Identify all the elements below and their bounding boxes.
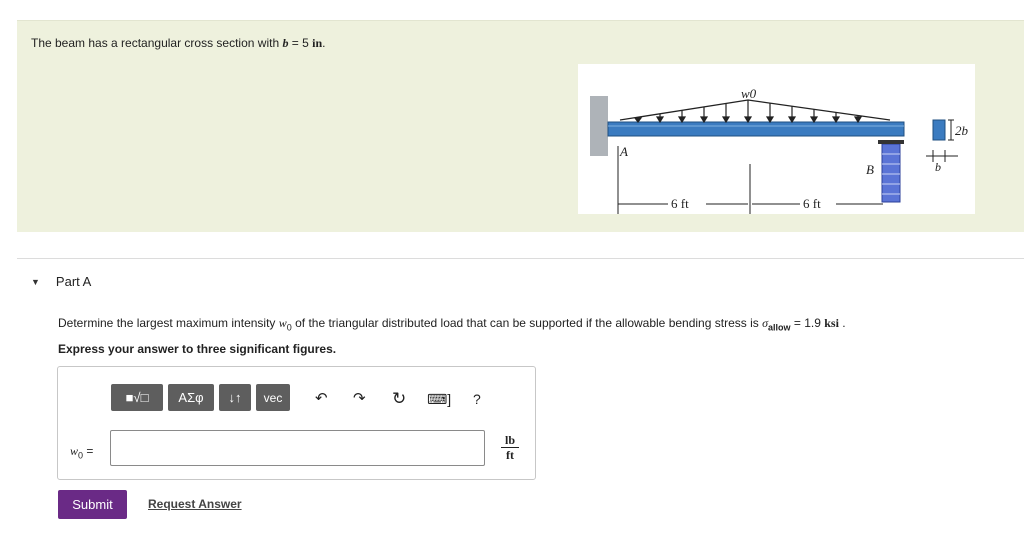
beam-diagram [578, 64, 975, 214]
keyboard-icon[interactable]: ⌨] [427, 391, 452, 407]
roller-support-b [882, 144, 900, 202]
var-sigma: σ [762, 316, 768, 330]
redo-icon[interactable]: ↷ [353, 390, 366, 407]
load-label: w0 [741, 86, 757, 101]
support-cap [878, 140, 904, 144]
beam-figure [578, 64, 975, 214]
section-width-label: b [935, 160, 941, 174]
submit-button[interactable]: Submit [58, 490, 127, 519]
section-height-label: 2b [955, 123, 968, 138]
undo-icon[interactable]: ↶ [315, 390, 328, 407]
reset-icon[interactable]: ↻ [392, 389, 407, 408]
label-b: B [866, 162, 874, 177]
dim-left: 6 ft [671, 196, 689, 211]
symbols-button[interactable]: ΑΣφ [168, 384, 214, 411]
beam [608, 122, 904, 136]
problem-end: . [322, 36, 326, 50]
var-w: w [278, 316, 287, 330]
problem-eq: = 5 [288, 36, 313, 50]
label-a: A [620, 144, 628, 159]
part-divider [17, 258, 1024, 259]
problem-statement [31, 36, 326, 51]
answer-box [57, 366, 536, 480]
collapse-caret-icon[interactable]: ▼ [31, 276, 40, 287]
question-text: Determine the largest maximum intensity $w_0$ of the triangular distributed load that can be supported if the allowable bending stress is $\sigma_{allow} = 1.9$ ksi . [58, 316, 846, 333]
problem-unit: in [312, 36, 323, 50]
templates-button[interactable]: ■√□ [111, 384, 163, 411]
arrows-button[interactable]: ↓↑ [219, 384, 251, 411]
instruction-text: Express your answer to three significant figures. [58, 342, 337, 356]
answer-input[interactable] [110, 430, 485, 466]
part-title: Part A [55, 274, 92, 289]
var-b: b [282, 36, 289, 50]
dim-right: 6 ft [803, 196, 821, 211]
answer-label: $w_0$ = [70, 444, 94, 461]
problem-panel [17, 20, 1024, 232]
request-answer-link[interactable]: Request Answer [148, 497, 242, 511]
cross-section [933, 120, 945, 140]
part-a-header[interactable] [31, 274, 91, 289]
help-icon[interactable]: ? [473, 391, 481, 407]
answer-unit: $\frac{lb}{ft}$ [501, 433, 519, 462]
vector-button[interactable]: vec [256, 384, 290, 411]
dimension-lines [618, 146, 883, 214]
wall-support [590, 96, 608, 156]
problem-intro: The beam has a rectangular cross section with [31, 36, 283, 50]
